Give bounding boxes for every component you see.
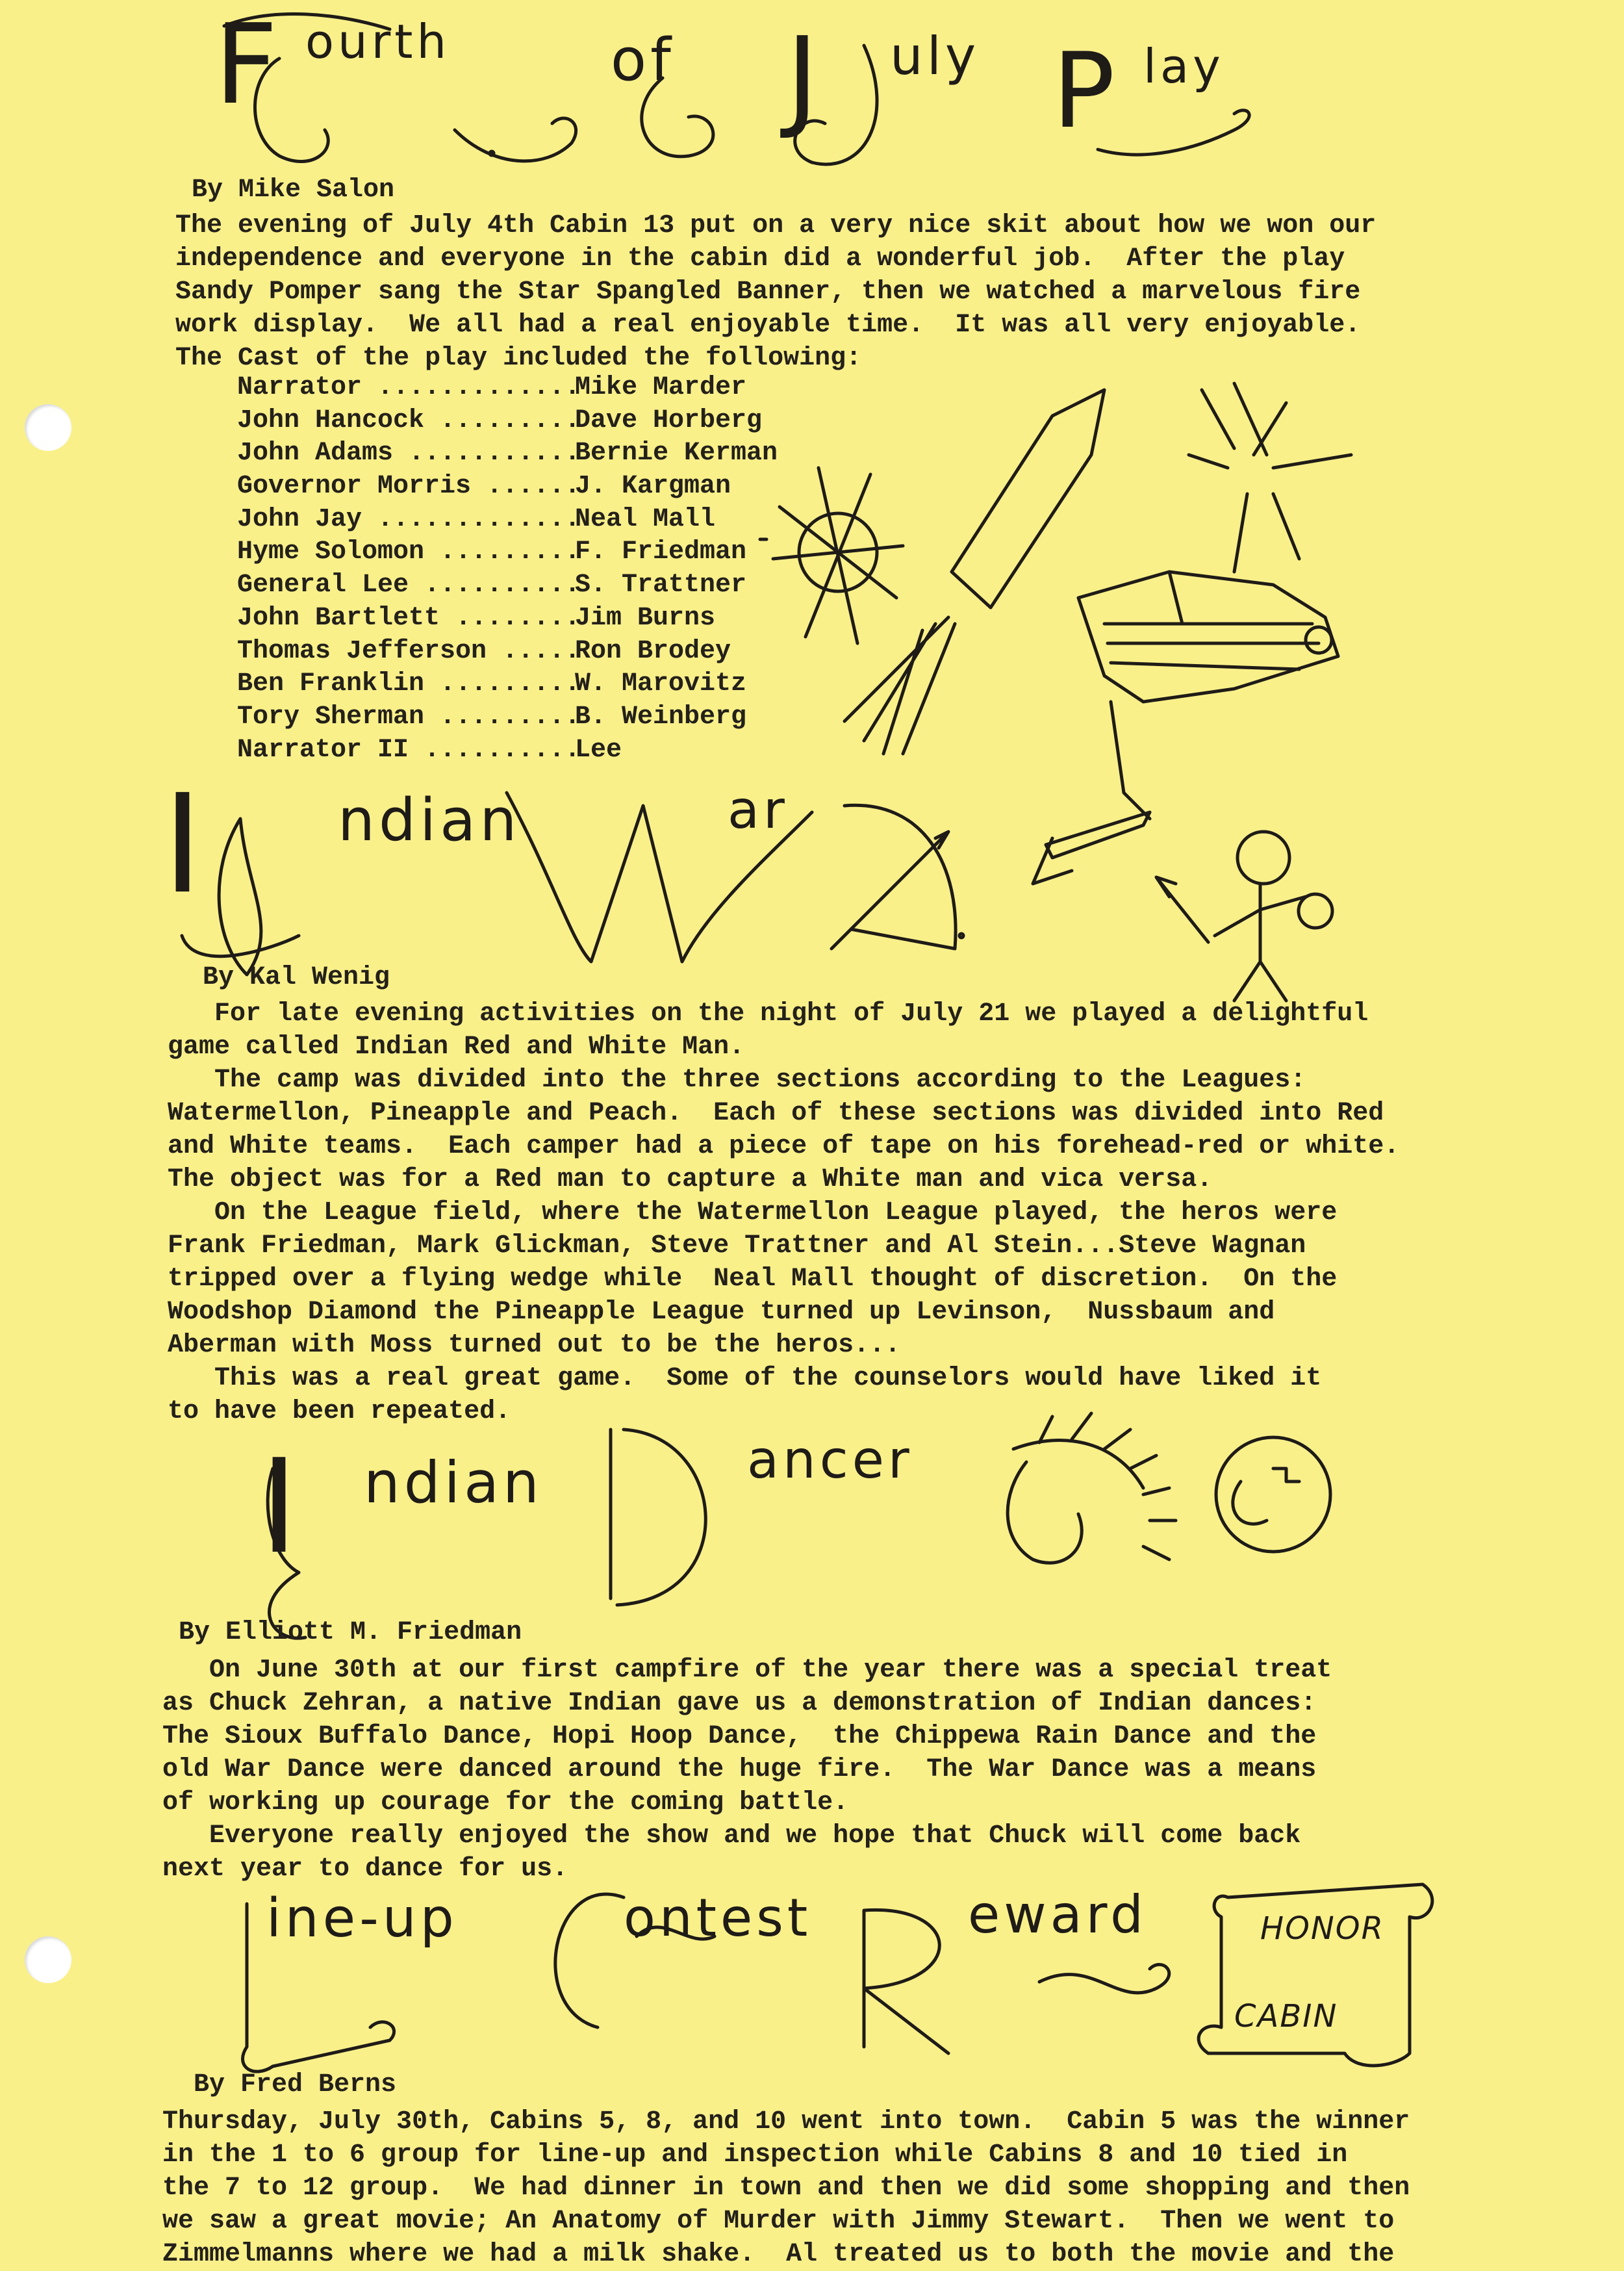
flag-stripes: [1104, 572, 1319, 669]
cast-role: Hyme Solomon .....: [237, 536, 575, 569]
article-3-line: as Chuck Zehran, a native Indian gave us a demonstration of Indian dances:: [162, 1689, 1317, 1718]
article-2-line: tripped over a flying wedge while Neal Mall thought of discretion. On the: [168, 1264, 1338, 1294]
article-3-body: [162, 1654, 1332, 1886]
flag-outline: [1078, 572, 1338, 702]
article-2-line: The object was for a Red man to capture a White man and vica versa.: [168, 1165, 1213, 1194]
cast-actor: B. Weinberg: [575, 702, 747, 732]
article-2-line: to have been repeated.: [168, 1397, 511, 1426]
article-1-line: independence and everyone in the cabin did a wonderful job. After the play: [175, 244, 1345, 274]
article-3-line: of working up courage for the coming battle.: [162, 1788, 849, 1817]
cast-role: John Jay .....: [237, 504, 575, 537]
article-4-body: [162, 2105, 1410, 2271]
article-4-line: Thursday, July 30th, Cabins 5, 8, and 10 went into town. Cabin 5 was the winner: [162, 2107, 1410, 2136]
title-4-word-ontest: ontest: [624, 1888, 812, 1948]
cast-actor: Lee: [575, 735, 622, 765]
cast-role: General Lee .....: [237, 569, 575, 602]
title-3-letter-d: [620, 1430, 629, 1437]
article-2-line: Watermellon, Pineapple and Peach. Each of these sections was divided into Red: [168, 1099, 1384, 1128]
cast-actor: J. Kargman: [575, 472, 731, 502]
article-4-line: in the 1 to 6 group for line-up and inspection while Cabins 8 and 10 tied in: [162, 2140, 1348, 2170]
cast-role: John Adams .....: [237, 437, 575, 470]
title-4-letter-c: [559, 1884, 567, 1892]
cast-role: Narrator .....: [237, 372, 575, 405]
article-4-line: the 7 to 12 group. We had dinner in town and then we did some shopping and then: [162, 2174, 1410, 2203]
reward-swirl: [1039, 1964, 1169, 1992]
cast-list: [237, 372, 778, 767]
title-3-letter-i: I: [260, 1431, 302, 1583]
byline-4: By Fred Berns: [194, 2070, 397, 2099]
title-4-letter-l: [234, 1884, 242, 1892]
byline-1: By Mike Salon: [192, 175, 395, 205]
cast-actor: Bernie Kerman: [575, 439, 778, 468]
title-2-word-ar: ar: [728, 780, 789, 840]
article-1-line: The Cast of the play included the following:: [175, 344, 862, 373]
title-1-word-lay: lay: [1143, 39, 1224, 94]
title-4-letter-r: [864, 1884, 872, 1892]
scroll-honor: HONOR: [1260, 1910, 1384, 1947]
article-2-line: Aberman with Moss turned out to be the heros...: [168, 1331, 901, 1360]
dancer-d: [611, 1430, 705, 1605]
hand-fist: [1306, 627, 1332, 653]
article-2-line: Frank Friedman, Mark Glickman, Steve Trattner and Al Stein...Steve Wagnan: [168, 1231, 1306, 1261]
title-1-word-of: of: [611, 26, 675, 94]
title-1-letter-p: P: [1052, 30, 1119, 151]
arrow: [831, 832, 948, 949]
article-3-line: The Sioux Buffalo Dance, Hopi Hoop Dance, the Chippewa Rain Dance and the: [162, 1722, 1317, 1751]
title-p-swirl: [1098, 110, 1249, 155]
reward-r: [864, 1910, 948, 2053]
cast-row: [237, 372, 778, 405]
cast-row: [237, 470, 778, 504]
cast-actor: Jim Burns: [575, 603, 716, 633]
article-2-body: [168, 997, 1399, 1428]
title-1-letter-j: J: [786, 14, 823, 142]
cast-role: Ben Franklin .....: [237, 668, 575, 701]
rocket-trail: [844, 617, 955, 754]
dot-2: [959, 934, 963, 938]
tomahawk: [1033, 812, 1150, 884]
cast-row: [237, 405, 778, 438]
emblem-marks: [1233, 1469, 1299, 1524]
title-3-word-ndian: ndian: [364, 1449, 543, 1516]
cast-row: [237, 602, 778, 635]
cast-role: John Hancock .....: [237, 405, 575, 438]
headdress-feathers: [1013, 1413, 1176, 1559]
cast-actor: W. Marovitz: [575, 669, 747, 699]
cast-role: Tory Sherman .....: [237, 701, 575, 734]
title-1-word-uly: uly: [890, 26, 980, 86]
title-3-word-ancer: ancer: [747, 1430, 913, 1490]
byline-3: By Elliott M. Friedman: [179, 1618, 522, 1647]
cast-row: [237, 437, 778, 470]
indian-i-base: [182, 936, 299, 956]
article-2-line: and White teams. Each camper had a piece of tape on his forehead-red or white.: [168, 1132, 1400, 1161]
cast-row: [237, 701, 778, 734]
sun-rays: [1189, 383, 1351, 572]
cast-actor: Neal Mall: [575, 504, 716, 534]
cast-row: [237, 569, 778, 602]
article-1-line: work display. We all had a real enjoyable time. It was all very enjoyable.: [175, 311, 1361, 340]
cast-row: [237, 504, 778, 537]
title-2-word-ndian: ndian: [338, 786, 521, 854]
cast-row: [237, 536, 778, 569]
stick-figure-head: [1237, 832, 1289, 884]
article-4-line: Zimmelmanns where we had a milk shake. Al treated us to both the movie and the: [162, 2240, 1395, 2269]
title-2-letter-i: I: [162, 765, 207, 924]
article-4-line: we saw a great movie; An Anatomy of Murder with Jimmy Stewart. Then we went to: [162, 2207, 1395, 2236]
article-1-line: Sandy Pomper sang the Star Spangled Banner, then we watched a marvelous fire: [175, 277, 1361, 307]
title-2-letter-w: [513, 773, 524, 780]
firework-rays: [760, 468, 903, 643]
article-1-body: [175, 209, 1376, 375]
flag-pole: [1111, 702, 1150, 819]
bow: [844, 805, 956, 949]
cast-actor: F. Friedman: [575, 537, 747, 567]
indian-head: [1008, 1462, 1082, 1563]
cast-actor: S. Trattner: [575, 571, 747, 600]
byline-2: By Kal Wenig: [203, 963, 390, 992]
article-3-line: On June 30th at our first campfire of the year there was a special treat: [162, 1656, 1332, 1685]
article-2-line: game called Indian Red and White Man.: [168, 1033, 745, 1062]
article-3-line: Everyone really enjoyed the show and we hope that Chuck will come back: [162, 1821, 1301, 1851]
cast-role: Thomas Jefferson .....: [237, 635, 575, 669]
article-3-line: next year to dance for us.: [162, 1854, 568, 1884]
scroll-cabin: CABIN: [1234, 1998, 1338, 2034]
cast-actor: Mike Marder: [575, 373, 747, 402]
article-2-line: This was a real great game. Some of the counselors would have liked it: [168, 1364, 1322, 1393]
title-4-word-eward: eward: [968, 1884, 1147, 1945]
cast-row: [237, 668, 778, 701]
title-4-word-lineup: ine-up: [266, 1888, 458, 1949]
cast-actor: Ron Brodey: [575, 636, 731, 666]
stick-figure-body: [1215, 884, 1306, 1001]
article-2-line: For late evening activities on the night of July 21 we played a delightful: [168, 999, 1369, 1029]
cast-row: [237, 734, 778, 767]
article-2-line: On the League field, where the Watermellon League played, the heros were: [168, 1198, 1338, 1227]
article-3-line: old War Dance were danced around the huge fire. The War Dance was a means: [162, 1755, 1317, 1784]
small-face: [1299, 894, 1332, 928]
contest-c: [555, 1894, 624, 2027]
article-2-line: Woodshop Diamond the Pineapple League turned up Levinson, Nussbaum and: [168, 1298, 1275, 1327]
article-1-line: The evening of July 4th Cabin 13 put on a very nice skit about how we won our: [175, 211, 1377, 240]
rocket-body: [952, 390, 1104, 608]
title-1-letter-f: F: [214, 1, 282, 129]
stick-figure-arrow: [1156, 877, 1208, 942]
cast-role: John Bartlett .....: [237, 602, 575, 635]
cast-row: [237, 635, 778, 669]
title-1-word-ourth: ourth: [305, 14, 451, 69]
cast-role: Governor Morris .....: [237, 470, 575, 504]
title-swirl-2: [455, 118, 576, 161]
article-2-line: The camp was divided into the three sections according to the Leagues:: [168, 1066, 1306, 1095]
cast-actor: Dave Horberg: [575, 405, 763, 435]
cast-role: Narrator II .....: [237, 734, 575, 767]
